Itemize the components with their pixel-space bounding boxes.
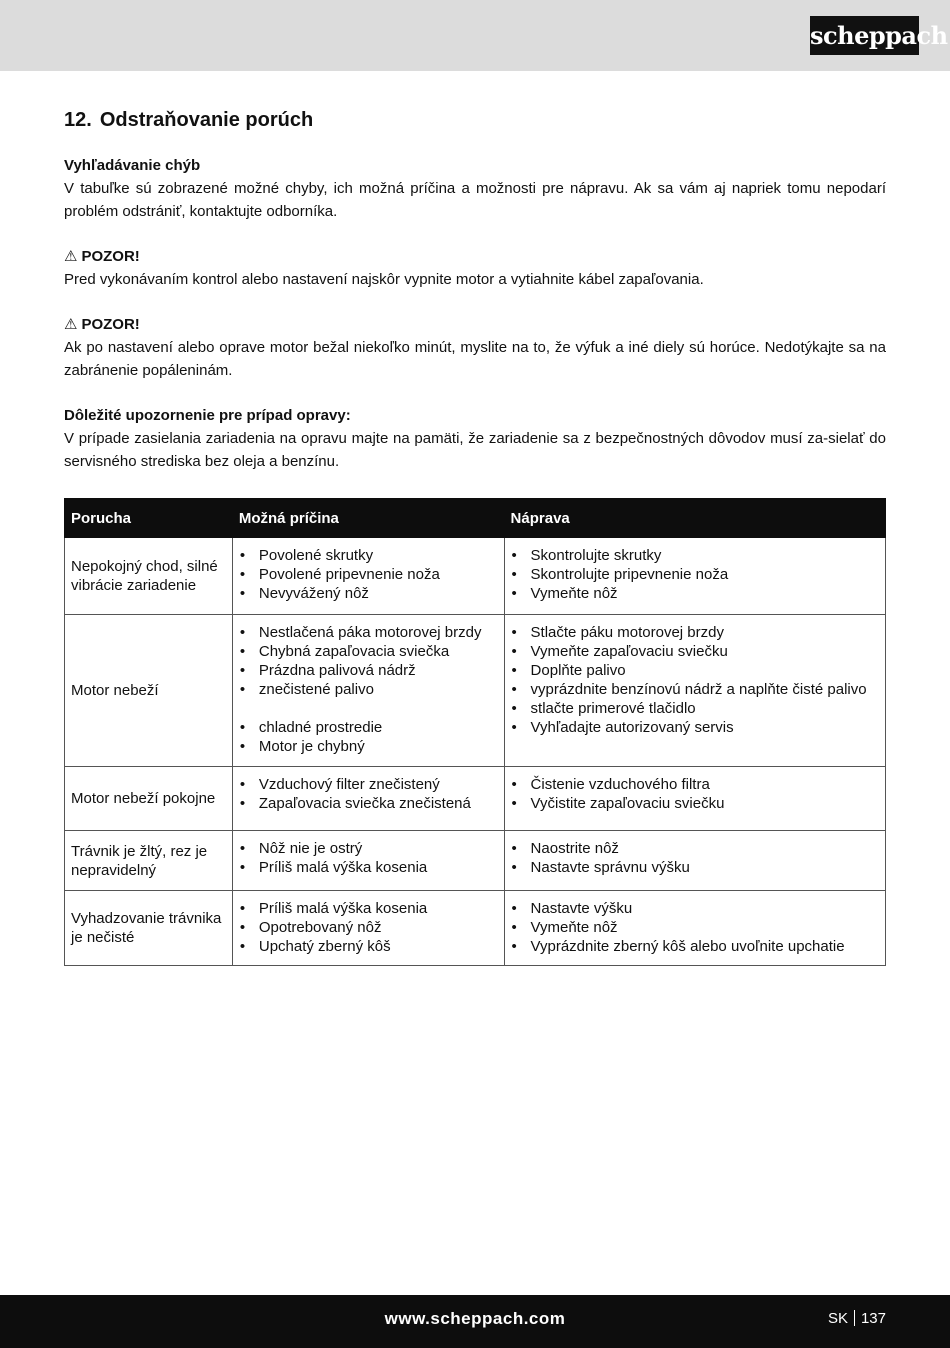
cause-cell: [232, 538, 504, 615]
list-item: [239, 699, 498, 718]
list-item: • Motor je chybný: [239, 737, 498, 756]
section-heading: [64, 108, 886, 132]
remedy-list: [511, 623, 879, 737]
intro-title: Vyhľadávanie chýb: [64, 157, 201, 174]
remedy-cell: [504, 767, 885, 831]
list-item: • stlačte primerové tlačidlo: [511, 699, 879, 718]
list-item: • chladné prostredie: [239, 718, 498, 737]
list-item: • Nastavte výšku: [511, 899, 879, 918]
warning-label: POZOR!: [81, 316, 140, 333]
main-content: [64, 108, 886, 495]
fault-cell: Trávnik je žltý, rez je nepravidelný: [65, 831, 233, 891]
remedy-cell: [504, 538, 885, 615]
cause-list: [239, 623, 498, 756]
list-item: • Vymeňte nôž: [511, 918, 879, 937]
list-item: • Vzduchový filter znečistený: [239, 775, 498, 794]
list-item: • Doplňte palivo: [511, 661, 879, 680]
cause-cell: [232, 831, 504, 891]
cause-cell: [232, 615, 504, 767]
list-item: • Povolené skrutky: [239, 546, 498, 565]
remedy-list: [511, 899, 879, 956]
table-row: [65, 891, 886, 966]
list-item: • Opotrebovaný nôž: [239, 918, 498, 937]
list-item: • Príliš malá výška kosenia: [239, 858, 498, 877]
repair-note-title: Dôležité upozornenie pre prípad opravy:: [64, 407, 351, 424]
list-item: • Upchatý zberný kôš: [239, 937, 498, 956]
list-item: • znečistené palivo: [239, 680, 498, 699]
page-indicator: [828, 1310, 886, 1327]
fault-cell: Nepokojný chod, silné vibrácie zariadenie: [65, 538, 233, 615]
warning-title: [64, 245, 886, 268]
list-item: • Vymeňte zapaľovaciu sviečku: [511, 642, 879, 661]
fault-cell: Vyhadzovanie trávnika je nečisté: [65, 891, 233, 966]
warning-title: [64, 313, 886, 336]
list-item: • Príliš malá výška kosenia: [239, 899, 498, 918]
table-row: [65, 831, 886, 891]
list-item: • Povolené pripevnenie noža: [239, 565, 498, 584]
list-item: • Nastavte správnu výšku: [511, 858, 879, 877]
warning-text: Ak po nastavení alebo oprave motor bežal niekoľko minút, myslite na to, že výfuk a iné diely sú horúce. Nedotýkajte sa na zabránenie popáleninám.: [64, 339, 886, 379]
fault-cell: Motor nebeží pokojne: [65, 767, 233, 831]
repair-note-block: [64, 404, 886, 473]
cause-list: [239, 839, 498, 877]
table-row: [65, 615, 886, 767]
intro-block: [64, 154, 886, 223]
list-item: • Zapaľovacia sviečka znečistená: [239, 794, 498, 813]
list-item: • Vyčistite zapaľovaciu sviečku: [511, 794, 879, 813]
list-item: • Skontrolujte skrutky: [511, 546, 879, 565]
footer-url: www.scheppach.com: [384, 1309, 566, 1328]
list-item: • Skontrolujte pripevnenie noža: [511, 565, 879, 584]
scheppach-logo: scheppach: [810, 16, 919, 55]
cause-list: [239, 899, 498, 956]
warning-block-1: [64, 245, 886, 291]
cause-list: [239, 775, 498, 813]
list-item: • Chybná zapaľovacia sviečka: [239, 642, 498, 661]
header-cause: Možná príčina: [232, 499, 504, 538]
page-number: 137: [860, 1310, 886, 1327]
warning-block-2: [64, 313, 886, 382]
list-item: • Prázdna palivová nádrž: [239, 661, 498, 680]
list-item: • Vyprázdnite zberný kôš alebo uvoľnite upchatie: [511, 937, 879, 956]
list-item: • Vyhľadajte autorizovaný servis: [511, 718, 879, 737]
cause-list: [239, 546, 498, 603]
list-item: • Nestlačená páka motorovej brzdy: [239, 623, 498, 642]
cause-cell: [232, 891, 504, 966]
list-item: • Nevyvážený nôž: [239, 584, 498, 603]
fault-cell: Motor nebeží: [65, 615, 233, 767]
header-remedy: Náprava: [504, 499, 885, 538]
table-header-row: [65, 499, 886, 538]
repair-note-text: V prípade zasielania zariadenia na opravu majte na pamäti, že zariadenie sa z bezpečnostných dôvodov musí za-sielať do servisného strediska bez oleja a benzínu.: [64, 430, 886, 470]
remedy-cell: [504, 891, 885, 966]
page-separator: [854, 1310, 855, 1326]
header-band: [0, 0, 950, 71]
warning-label: POZOR!: [81, 248, 140, 265]
list-item: • vyprázdnite benzínovú nádrž a naplňte čisté palivo: [511, 680, 879, 699]
cause-cell: [232, 767, 504, 831]
warning-icon: ⚠: [64, 248, 78, 265]
remedy-cell: [504, 615, 885, 767]
troubleshooting-table: [64, 498, 886, 966]
table-row: [65, 767, 886, 831]
remedy-list: [511, 775, 879, 813]
footer: [0, 1295, 950, 1348]
remedy-list: [511, 839, 879, 877]
remedy-list: [511, 546, 879, 603]
header-fault: Porucha: [65, 499, 233, 538]
table-row: [65, 538, 886, 615]
section-number: 12.: [64, 109, 92, 131]
list-item: • Naostrite nôž: [511, 839, 879, 858]
intro-text: V tabuľke sú zobrazené možné chyby, ich možná príčina a možnosti pre nápravu. Ak sa vám aj napriek tomu nepodarí problém odstrániť, kontaktujte odborníka.: [64, 180, 886, 220]
list-item: • Stlačte páku motorovej brzdy: [511, 623, 879, 642]
section-title: Odstraňovanie porúch: [99, 109, 314, 131]
warning-text: Pred vykonávaním kontrol alebo nastavení najskôr vypnite motor a vytiahnite kábel zapaľovania.: [64, 271, 704, 288]
list-item: • Vymeňte nôž: [511, 584, 879, 603]
list-item: • Čistenie vzduchového filtra: [511, 775, 879, 794]
list-item: • Nôž nie je ostrý: [239, 839, 498, 858]
warning-icon: ⚠: [64, 316, 78, 333]
language-code: SK: [827, 1310, 848, 1327]
remedy-cell: [504, 831, 885, 891]
